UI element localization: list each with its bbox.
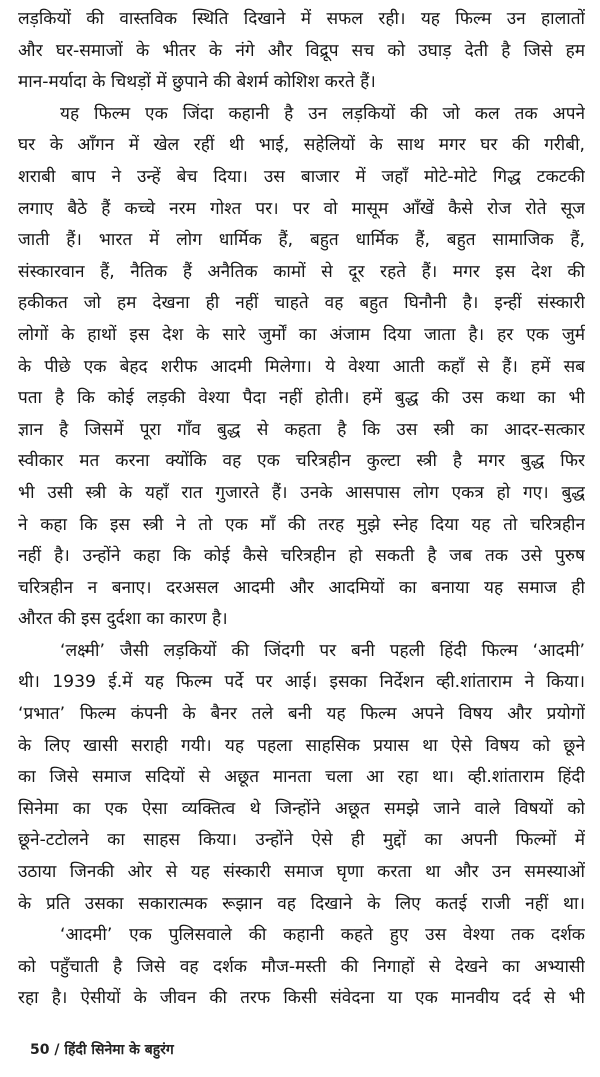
page-number: 50 <box>30 1042 50 1058</box>
page-footer <box>30 1040 174 1059</box>
text-line: ने कहा कि इस स्त्री ने तो एक माँ की तरह मुझे स्नेह दिया यह तो चरित्रहीन <box>18 514 585 535</box>
text-line: शराबी बाप ने उन्हें बेच दिया। उस बाजार में जहाँ मोटे-मोटे गिद्ध टकटकी <box>18 166 585 187</box>
book-title: हिंदी सिनेमा के बहुरंग <box>64 1042 174 1058</box>
text-line: संस्कारवान हैं, नैतिक हैं अनैतिक कामों से दूर रहते हैं। मगर इस देश की <box>18 261 585 282</box>
paragraph <box>18 4 585 99</box>
text-line: लगाए बैठे हैं कच्चे नरम गोश्त पर। पर वो मासूम आँखें कैसे रोज रोते सूज <box>18 198 585 219</box>
footer-separator: / <box>54 1042 60 1058</box>
text-line: उठाया जिनकी ओर से यह संस्कारी समाज घृणा करता था और उन समस्याओं <box>18 862 585 883</box>
page-body <box>18 4 585 1015</box>
text-line: के लिए खासी सराही गयी। यह पहला साहसिक प्रयास था ऐसे विषय को छूने <box>18 735 585 756</box>
text-line: यह फिल्म एक जिंदा कहानी है उन लड़कियों की जो कल तक अपने <box>60 103 585 124</box>
text-line: लोगों के हाथों इस देश के सारे जुर्मों का अंजाम दिया जाता है। हर एक जुर्म <box>18 324 585 345</box>
text-line: नहीं है। उन्होंने कहा कि कोई कैसे चरित्रहीन हो सकती है जब तक उसे पुरुष <box>18 546 585 567</box>
text-line: छूने-टटोलने का साहस किया। उन्होंने ऐसे ही मुद्दों का अपनी फिल्मों में <box>18 830 585 851</box>
text-line: मान-मर्यादा के चिथड़ों में छुपाने की बेशर्म कोशिश करते हैं। <box>18 72 376 93</box>
paragraph <box>18 920 585 1015</box>
text-line: ‘प्रभात’ फिल्म कंपनी के बैनर तले बनी यह फिल्म अपने विषय और प्रयोगों <box>18 704 585 725</box>
text-line: सिनेमा का एक ऐसा व्यक्तित्व थे जिन्होंने अछूत समझे जाने वाले विषयों को <box>18 798 585 819</box>
text-line: थी। 1939 ई.में यह फिल्म पर्दे पर आई। इसका निर्देशन व्ही.शांताराम ने किया। <box>18 672 585 693</box>
paragraph <box>18 99 585 636</box>
text-line: रहा है। ऐसीयों के जीवन की तरफ किसी संवेदना या एक मानवीय दर्द से भी <box>18 988 585 1009</box>
text-line: ‘आदमी’ एक पुलिसवाले की कहानी कहते हुए उस वेश्या तक दर्शक <box>60 925 585 946</box>
text-line: औरत की इस दुर्दशा का कारण है। <box>18 609 228 630</box>
text-line: भी उसी स्त्री के यहाँ रात गुजारते हैं। उनके आसपास लोग एकत्र हो गए। बुद्ध <box>18 482 585 503</box>
text-line: चरित्रहीन न बनाए। दरअसल आदमी और आदमियों का बनाया यह समाज ही <box>18 577 585 598</box>
text-line: लड़कियों की वास्तविक स्थिति दिखाने में सफल रही। यह फिल्म उन हालातों <box>18 9 585 29</box>
text-line: और घर-समाजों के भीतर के नंगे और विद्रूप सच को उघाड़ देती है जिसे हम <box>18 40 585 61</box>
text-line: हकीकत जो हम देखना ही नहीं चाहते वह बहुत घिनौनी है। इन्हीं संस्कारी <box>18 293 585 314</box>
text-line: ज्ञान है जिसमें पूरा गाँव बुद्ध से कहता है कि उस स्त्री का आदर-सत्कार <box>18 419 585 440</box>
text-line: स्वीकार मत करना क्योंकि वह एक चरित्रहीन कुल्टा स्त्री है मगर बुद्ध फिर <box>18 451 585 472</box>
text-line: घर के आँगन में खेल रहीं थी भाई, सहेलियों के साथ मगर घर की गरीबी, <box>18 135 585 156</box>
text-line: के पीछे एक बेहद शरीफ आदमी मिलेगा। ये वेश्या आती कहाँ से हैं। हमें सब <box>18 356 585 377</box>
text-line: के प्रति उसका सकारात्मक रूझान वह दिखाने के लिए कतई राजी नहीं था। <box>18 893 585 914</box>
text-line: को पहुँचाती है जिसे वह दर्शक मौज-मस्ती की निगाहों से देखने का अभ्यासी <box>18 956 585 977</box>
text-line: का जिसे समाज सदियों से अछूत मानता चला आ रहा था। व्ही.शांताराम हिंदी <box>18 767 585 788</box>
text-line: जाती हैं। भारत में लोग धार्मिक हैं, बहुत धार्मिक हैं, बहुत सामाजिक हैं, <box>18 230 585 251</box>
text-line: पता है कि कोई लड़की वेश्या पैदा नहीं होती। हमें बुद्ध की उस कथा का भी <box>18 388 585 409</box>
text-line: ‘लक्ष्मी’ जैसी लड़कियों की जिंदगी पर बनी पहली हिंदी फिल्म ‘आदमी’ <box>60 640 585 661</box>
paragraph <box>18 636 585 920</box>
